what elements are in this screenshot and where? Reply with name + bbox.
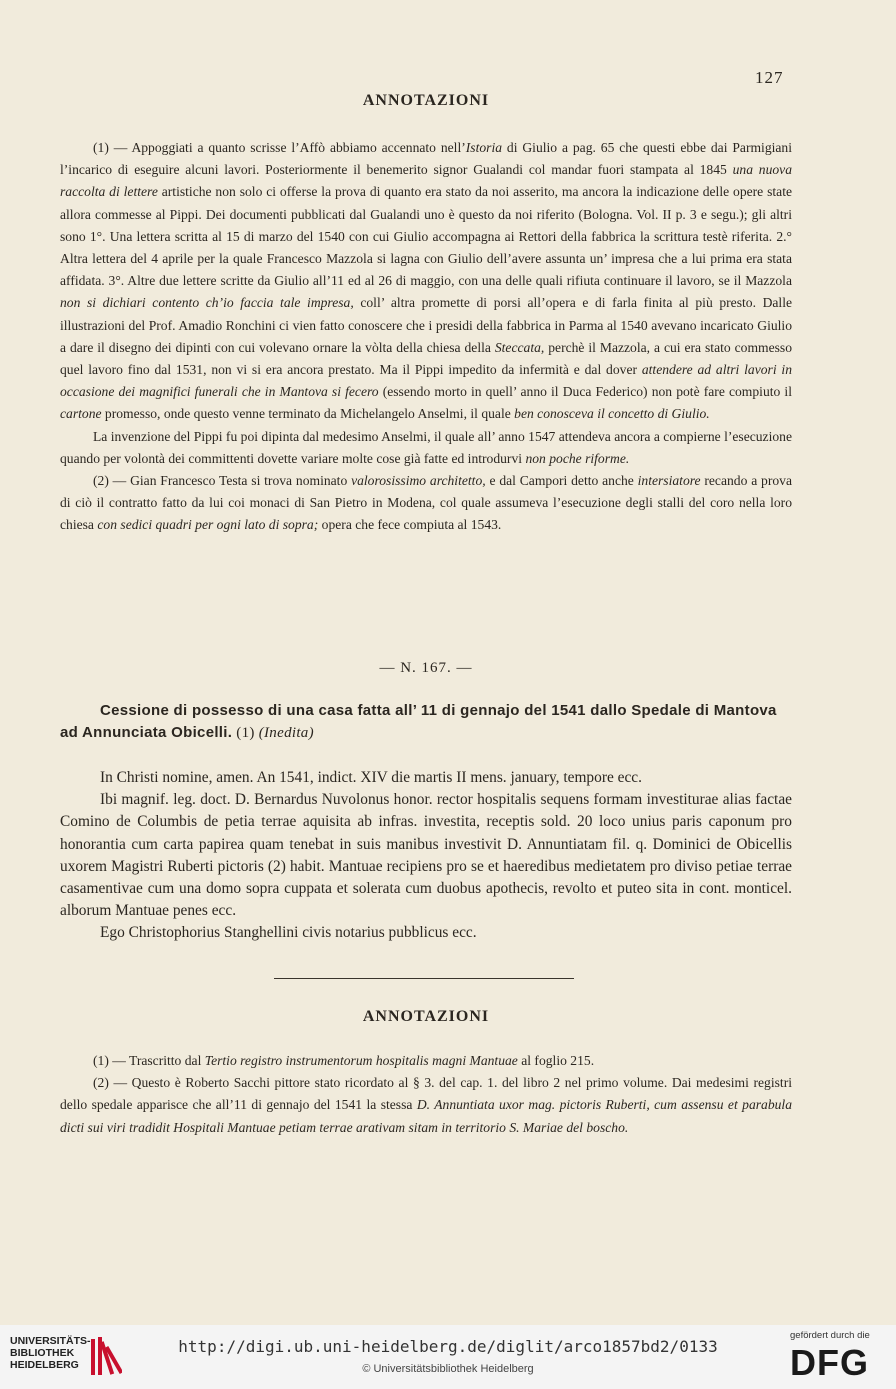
text-run: artistiche non solo ci offerse la prova di quanto era stato da noi asserito, ma ancora la indicazione delle opere state allora commesse al Pippi. Dei documenti pubblicati dal Gualandi uno è questo da noi riferito (Bologna. Vol. II p. 3 e segu.); gli altri sono 1°. Una lettera scritta al 15 di marzo del 1540 con cui Giulio accompagna ai Rettori della fabbrica la scrittura testè riferita. 2.° Altra lettera del 4 aprile per la quale Francesco Mazzola si lagna con Giulio dell’avere assunta un’ impresa che a lui prima era stata affidata. 3°. Altre due lettere scritte da Giulio all’11 ed al 26 di maggio, con una delle quali rifiuta continuare il lavoro, se il Mazzola xyxy=(60,184,793,289)
section-divider xyxy=(274,978,574,979)
text-run: Tertio registro instrumentorum hospitalis magni Mantuae xyxy=(204,1053,518,1068)
annotation-note-1-continued xyxy=(60,426,792,470)
text-run: Steccata, xyxy=(494,339,545,355)
footnote-1 xyxy=(60,1050,792,1072)
text-run: (essendo morto in quell’ anno il Duca Federico) non potè fare compiuto il xyxy=(378,384,792,400)
library-name-line-2: BIBLIOTHEK xyxy=(10,1347,75,1359)
viewer-footer xyxy=(0,1325,896,1389)
text-run: e dal Campori detto anche xyxy=(485,473,638,489)
document-title xyxy=(60,700,792,744)
library-name-line-1: UNIVERSITÄTS- xyxy=(10,1335,91,1347)
annotazioni-heading: ANNOTAZIONI xyxy=(362,92,490,109)
document-number: — N. 167. — xyxy=(379,660,473,676)
text-run: (1) — Trascritto dal xyxy=(93,1053,205,1068)
footnote-2 xyxy=(60,1072,792,1139)
library-name-line-3: HEIDELBERG xyxy=(10,1359,79,1371)
funded-by-label: gefördert durch die xyxy=(790,1330,870,1341)
document-title-text: Cessione di possesso di una casa fatta all’ 11 di gennajo del 1541 dallo Spedale di Mantova ad Annunciata Obicelli. xyxy=(60,702,777,741)
text-run: non poche riforme. xyxy=(525,450,630,466)
latin-paragraph-2: Ibi magnif. leg. doct. D. Bernardus Nuvolonus honor. rector hospitalis sequens formam investiturae alias factae Comino de Columbis de petia terrae aquisita ab infras. investita, receptis sold. 20 loco unius paris caponum pro honorantia cum carta papirea quam tenebat in suis manibus investivit D. Annuntiatam fil. q. Dominici de Obicellis uxorem Magistri Ruberti pictoris (2) habit. Mantuae recipiens pro se et haeredibus medietatem pro diviso petiae terrae casamentivae cum una domo sopra cuppata et solerata cum duobus apothecis, revolto et puteo sita in cont. monticel. alborum Mantuae penes ecc. xyxy=(60,791,792,920)
copyright-notice: © Universitätsbibliothek Heidelberg xyxy=(362,1363,534,1375)
text-run: una nuova raccolta di lettere xyxy=(60,162,792,200)
document-title-inedita: (Inedita) xyxy=(258,725,314,741)
text-run: coll’ altra promette di porsi all’opera e di farla finita al più presto. Dalle illustrazioni del Prof. Amadio Ronchini ci vien fatto conoscere che i presidi della fabbrica in Parma al 1540 avevano incaricato Giulio a dare il disegno dei dipinti con cui volevano ornare la vòlta della chiesa della xyxy=(60,295,793,355)
annotation-note-2 xyxy=(60,470,792,537)
text-run: (1) — Appoggiati a quanto scrisse l’Affò abbiamo accennato nell’ xyxy=(93,140,466,155)
dfg-logo[interactable]: DFG xyxy=(790,1342,869,1383)
latin-paragraph-1: In Christi nomine, amen. An 1541, indict. XIV die martis II mens. january, tempore ecc. xyxy=(100,769,642,786)
text-run: non si dichiari contento ch’io faccia tale impresa, xyxy=(60,295,354,311)
text-run: valorosissimo architetto, xyxy=(351,473,486,489)
text-run: (2) — Gian Francesco Testa si trova nominato xyxy=(93,473,352,489)
text-run: opera che fece compiuta al 1543. xyxy=(318,517,502,533)
page-number: 127 xyxy=(755,68,784,87)
document-title-note-ref: (1) xyxy=(232,725,259,741)
text-run: Istoria xyxy=(465,140,503,155)
text-run: di Giulio a pag. 65 che questi ebbe dai Parmigiani l’incarico di eseguire alcuni lavori. Posteriormente il benemerito signor Gualandi col mandar fuori stampata al 1845 xyxy=(60,140,792,178)
text-run: intersiatore xyxy=(637,473,701,489)
latin-paragraph-3: Ego Christophorius Stanghellini civis notarius pubblicus ecc. xyxy=(100,924,477,942)
text-run: perchè il Mazzola, a cui era stato commesso quel lavoro fino dal 1531, non vi si era ancora prestato. Ma il Pippi impedito da infermità e dal dover xyxy=(60,339,792,378)
annotation-block-1 xyxy=(60,137,792,537)
text-run: ben conosceva il concetto di Giulio. xyxy=(514,406,710,422)
latin-document-text xyxy=(60,767,792,945)
annotazioni-heading-2: ANNOTAZIONI xyxy=(362,1008,490,1025)
text-run: D. Annuntiata uxor mag. pictoris Ruberti, cum assensu et parabula dicti sui viri tradidit Hospitali Mantuae petiam terrae arativam sitam in territorio S. Mariae del boscho. xyxy=(60,1097,792,1135)
text-run: con sedici quadri per ogni lato di sopra; xyxy=(97,517,319,533)
text-run: recando a prova di ciò il contratto fatto da lui coi monaci di San Pietro in Modena, col quale assumeva l’esecuzione degli stalli del coro nella loro chiesa xyxy=(60,473,793,533)
permalink-url[interactable]: http://digi.ub.uni-heidelberg.de/diglit/arco1857bd2/0133 xyxy=(178,1337,718,1356)
text-run: La invenzione del Pippi fu poi dipinta dal medesimo Anselmi, il quale all’ anno 1547 attendeva ancora a compierne l’esecuzione quando per volontà dei committenti dovette variare molte cose già fatte ed introdurvi xyxy=(60,428,792,466)
text-run: cartone xyxy=(60,406,102,422)
annotation-block-2 xyxy=(60,1050,792,1139)
annotation-note-1 xyxy=(60,137,792,426)
text-run: (2) — Questo è Roberto Sacchi pittore stato ricordato al § 3. del cap. 1. del libro 2 nel primo volume. Dai medesimi registri dello spedale apparisce che all’11 di gennajo del 1541 la stessa xyxy=(60,1075,792,1113)
text-run: attendere ad altri lavori in occasione dei magnifici funerali che in Mantova si fecero xyxy=(60,362,793,400)
text-run: al foglio 215. xyxy=(517,1053,595,1068)
text-run: promesso, onde questo venne terminato da Michelangelo Anselmi, il quale xyxy=(101,406,515,422)
